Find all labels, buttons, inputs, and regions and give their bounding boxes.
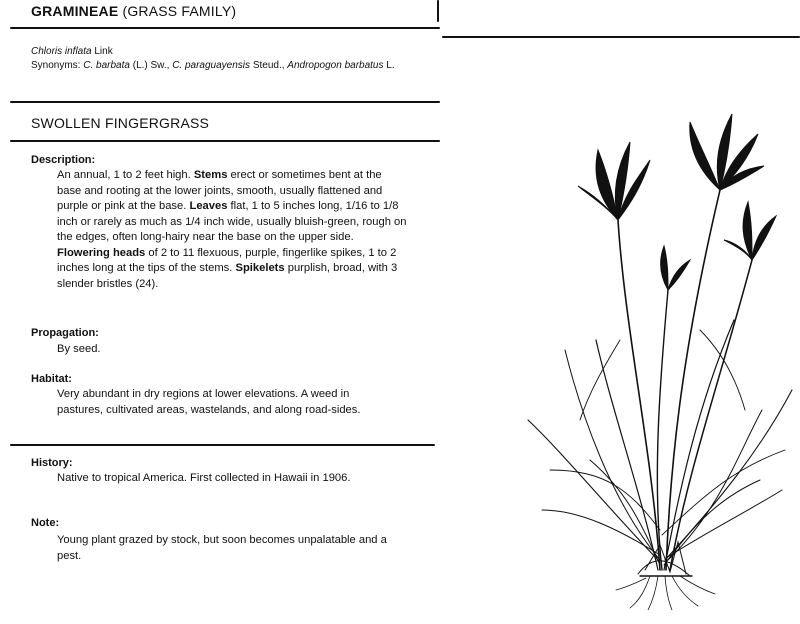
synonym-1: C. barbata: [83, 60, 130, 71]
note-text: Young plant grazed by stock, but soon becomes unpalatable and a pest.: [57, 534, 387, 562]
stems-label: Stems: [193, 169, 228, 181]
spikelets-label: Spikelets: [235, 262, 285, 274]
synonyms-label: Synonyms:: [31, 60, 81, 71]
synonym-1-authority: (L.) Sw.,: [132, 60, 170, 71]
header-rule: [10, 27, 440, 29]
habitat-heading: Habitat:: [31, 373, 72, 385]
propagation-text: By seed.: [57, 343, 101, 355]
synonym-2: C. paraguayensis: [172, 60, 251, 71]
right-page-rule: [442, 36, 800, 38]
grass-illustration: [520, 90, 800, 610]
note-heading: Note:: [31, 517, 60, 529]
habitat-text: Very abundant in dry regions at lower elevations. A weed in pastures, cultivated areas, wastelands, and along road-sides.: [57, 388, 361, 416]
description-text-5: purplish, broad, with 3 slender bristles (24).: [57, 262, 398, 290]
synonym-2-authority: Steud.,: [252, 60, 285, 71]
flowering-heads-label: Flowering heads: [57, 246, 146, 259]
gutter-mark: [437, 0, 439, 22]
synonyms-rule: [10, 101, 440, 103]
habitat-rule: [10, 444, 435, 446]
description-heading: Description:: [31, 154, 96, 166]
description-text-1: An annual, 1 to 2 feet high.: [57, 169, 191, 181]
scientific-name-line: [31, 44, 113, 59]
common-name-heading: SWOLLEN FINGERGRASS: [31, 115, 210, 131]
leaves-label: Leaves: [189, 200, 228, 212]
history-text: Native to tropical America. First collected in Hawaii in 1906.: [57, 472, 351, 484]
description-body: [57, 168, 409, 292]
history-heading: History:: [31, 457, 73, 469]
synonym-3-authority: L.: [386, 60, 395, 71]
common-name-rule: [10, 140, 440, 142]
description-text-2: erect or sometimes bent at the base and rooting at the lower joints, smooth, usually flattened and purple or pink at the base.: [57, 169, 383, 212]
synonyms-line: [31, 59, 411, 73]
propagation-heading: Propagation:: [31, 327, 99, 339]
synonym-3: Andropogon barbatus: [287, 60, 384, 71]
family-name: GRAMINEAE: [31, 3, 119, 19]
scientific-name: Chloris inflata: [31, 46, 92, 57]
family-heading: [31, 3, 236, 19]
description-text-4: of 2 to 11 flexuous, purple, fingerlike spikes, 1 to 2 inches long at the tips of the stems.: [57, 246, 397, 274]
family-common-name: (GRASS FAMILY): [122, 3, 237, 19]
description-text-3: flat, 1 to 5 inches long, 1/16 to 1/8 inch or rarely as much as 1/4 inch wide, usually bluish-green, rough on the edges, often long-hairy near the base on the upper side.: [57, 200, 407, 243]
scientific-authority: Link: [94, 46, 113, 57]
